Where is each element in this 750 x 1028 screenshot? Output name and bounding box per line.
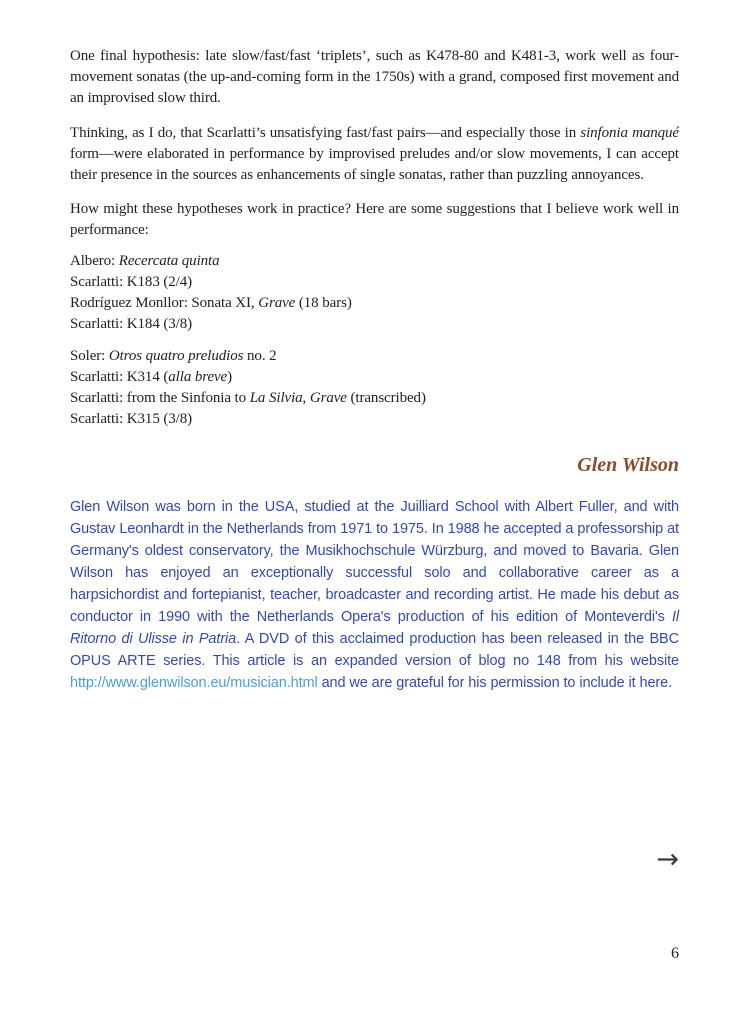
italic-term: Il Ritorno di Ulisse in Patria bbox=[70, 609, 679, 647]
program-line bbox=[70, 388, 679, 409]
text-segment: form—were elaborated in performance by improvised preludes and/or slow movements, I can accept their presence in the sources as enhancements of single sonatas, rather than puzzling annoyances. bbox=[70, 146, 679, 183]
italic-term: alla breve bbox=[168, 369, 228, 385]
program-line bbox=[70, 346, 679, 367]
program-line bbox=[70, 293, 679, 314]
text-segment: Albero: bbox=[70, 253, 119, 269]
text-segment: Scarlatti: K314 ( bbox=[70, 369, 169, 385]
italic-term: Recercata quinta bbox=[118, 253, 220, 269]
italic-term: Grave bbox=[309, 390, 347, 406]
text-segment: Thinking, as I do, that Scarlatti’s unsatisfying fast/fast pairs—and especially those in bbox=[70, 125, 581, 141]
paragraph-final-hypothesis bbox=[70, 46, 679, 109]
text-segment: Rodríguez Monllor: Sonata XI, bbox=[70, 295, 259, 311]
text-segment: Scarlatti: K184 (3/8) bbox=[70, 316, 193, 332]
text-segment: How might these hypotheses work in practice? Here are some suggestions that I believe work well in performance: bbox=[70, 201, 679, 238]
paragraph-thinking bbox=[70, 123, 679, 186]
page-number: 6 bbox=[671, 945, 679, 962]
program-suggestion-list-1 bbox=[70, 251, 679, 335]
text-segment: Scarlatti: K315 (3/8) bbox=[70, 411, 193, 427]
paragraph-practice-question bbox=[70, 199, 679, 241]
text-segment: ) bbox=[227, 369, 233, 385]
program-line bbox=[70, 251, 679, 272]
program-line bbox=[70, 367, 679, 388]
text-segment: Soler: bbox=[70, 348, 109, 364]
page-content bbox=[70, 46, 679, 694]
author-bio bbox=[70, 496, 679, 694]
italic-term: Otros quatro preludios bbox=[108, 348, 244, 364]
program-line bbox=[70, 272, 679, 293]
program-line bbox=[70, 409, 679, 430]
text-segment: Scarlatti: K183 (2/4) bbox=[70, 274, 193, 290]
italic-term: Grave bbox=[258, 295, 296, 311]
text-segment: and we are grateful for his permission to include it here. bbox=[317, 675, 673, 691]
italic-term: La Silvia bbox=[249, 390, 303, 406]
text-segment: Scarlatti: from the Sinfonia to bbox=[70, 390, 250, 406]
next-page-arrow: → bbox=[656, 844, 679, 875]
text-segment: (transcribed) bbox=[346, 390, 426, 406]
text-segment: (18 bars) bbox=[295, 295, 352, 311]
italic-term: sinfonia manqué bbox=[580, 125, 679, 141]
text-segment: Glen Wilson was born in the USA, studied at the Juilliard School with Albert Fuller, and with Gustav Leonhardt in the Netherlands from 1971 to 1975. In 1988 he accepted a professorship at Germany's oldest conservatory, the Musikhochschule Würzburg, and moved to Bavaria. Glen Wilson has enjoyed an exceptionally successful solo and collaborative career as a harpsichordist and fortepianist, teacher, broadcaster and recording artist. He made his debut as conductor in 1990 with the Netherlands Opera's production of his edition of Monteverdi's bbox=[70, 499, 679, 625]
text-segment: no. 2 bbox=[243, 348, 277, 364]
text-segment: , bbox=[302, 390, 310, 406]
author-byline: Glen Wilson bbox=[577, 454, 679, 476]
bio-website-link[interactable]: http://www.glenwilson.eu/musician.html bbox=[70, 675, 318, 691]
text-segment: . A DVD of this acclaimed production has been released in the BBC OPUS ARTE series. This article is an expanded version of blog no 148 from his website bbox=[70, 631, 679, 669]
text-segment: One final hypothesis: late slow/fast/fast ‘triplets’, such as K478-80 and K481-3, work well as four-movement sonatas (the up-and-coming form in the 1750s) with a grand, composed first movement and an improvised slow third. bbox=[70, 48, 679, 106]
program-line bbox=[70, 314, 679, 335]
program-suggestion-list-2 bbox=[70, 346, 679, 430]
